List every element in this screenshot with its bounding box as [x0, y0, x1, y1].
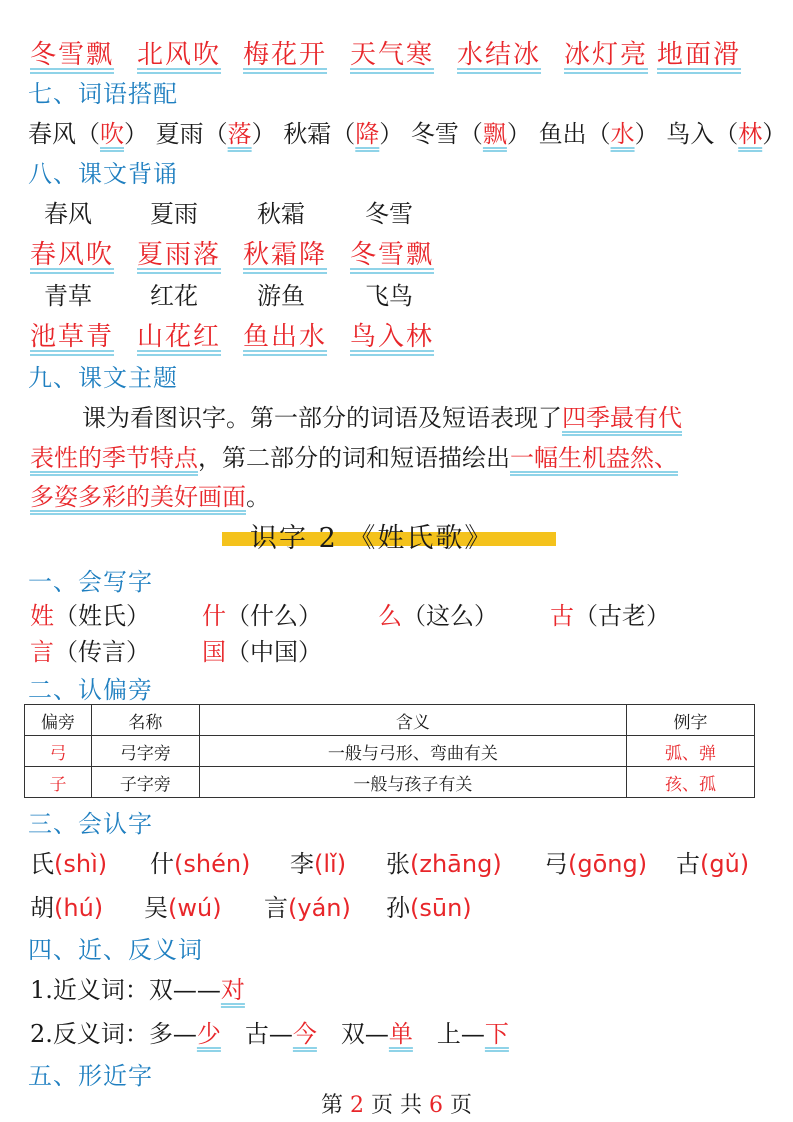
recognize-item: 弓(gōng) — [544, 850, 648, 878]
recite-phrase: 夏雨落 — [137, 240, 222, 270]
recite-phrase: 鸟入林 — [350, 322, 435, 352]
recognize-item: 什(shén) — [150, 850, 251, 878]
write-item: 国（中国） — [202, 638, 322, 666]
recite-word: 青草 — [44, 282, 92, 310]
recognize-item: 吴(wú) — [144, 894, 222, 922]
meaning-cell: 一般与孩子有关 — [199, 767, 626, 798]
recite-phrase: 鱼出水 — [243, 322, 328, 352]
recognize-item: 张(zhāng) — [386, 850, 502, 878]
recognize-item: 古(gǔ) — [676, 850, 750, 878]
recite-phrase: 秋霜降 — [243, 240, 328, 270]
section-heading: 一、会写字 — [28, 568, 153, 596]
recite-word: 红花 — [150, 282, 198, 310]
section-heading: 三、会认字 — [28, 810, 153, 838]
col-header: 例字 — [627, 705, 755, 736]
recognize-item: 胡(hú) — [30, 894, 104, 922]
recite-word: 春风 — [44, 200, 92, 228]
antonym-line: 2.反义词：多—少 古—今 双—单 上—下 — [30, 1020, 509, 1048]
recognize-item: 氏(shì) — [30, 850, 108, 878]
example-cell: 孩、孤 — [627, 767, 755, 798]
name-cell: 子字旁 — [91, 767, 199, 798]
radical-table — [24, 704, 755, 798]
recognize-item: 李(lǐ) — [290, 850, 347, 878]
col-header: 名称 — [91, 705, 199, 736]
recite-phrase: 池草青 — [30, 322, 115, 352]
synonym-line: 1.近义词：双——对 — [30, 976, 245, 1004]
write-item: 么（这么） — [378, 602, 498, 630]
section-heading: 七、词语搭配 — [28, 80, 178, 108]
section-heading: 八、课文背诵 — [28, 160, 178, 188]
col-header: 含义 — [199, 705, 626, 736]
page-footer: 第 2 页 共 6 页 — [320, 1093, 473, 1118]
phrase: 北风吹 — [137, 40, 222, 70]
recite-phrase: 春风吹 — [30, 240, 115, 270]
theme-line-1: 课为看图识字。第一部分的词语及短语表现了四季最有代 — [82, 404, 682, 432]
recognize-item: 孙(sūn) — [386, 894, 472, 922]
example-cell: 弧、弹 — [627, 736, 755, 767]
collocation-item: 鸟入（林） — [666, 120, 787, 148]
recognize-item: 言(yán) — [264, 894, 351, 922]
recite-phrase: 山花红 — [137, 322, 222, 352]
table-row — [25, 736, 755, 767]
collocation-item: 秋霜（降） — [283, 120, 404, 148]
recite-word: 游鱼 — [257, 282, 305, 310]
phrase: 天气寒 — [350, 40, 435, 70]
theme-line-3: 多姿多彩的美好画面。 — [30, 483, 270, 511]
theme-line-2: 表性的季节特点，第二部分的词和短语描绘出一幅生机盎然、 — [30, 444, 678, 472]
write-item: 什（什么） — [202, 602, 322, 630]
collocation-item: 冬雪（飘） — [410, 120, 531, 148]
collocation-row — [28, 114, 786, 149]
meaning-cell: 一般与弓形、弯曲有关 — [199, 736, 626, 767]
section-heading: 四、近、反义词 — [28, 936, 203, 964]
collocation-item: 鱼出（水） — [538, 120, 659, 148]
phrase: 梅花开 — [243, 40, 328, 70]
recite-word: 夏雨 — [150, 200, 198, 228]
table-row — [25, 767, 755, 798]
phrase: 水结冰 — [457, 40, 542, 70]
phrase: 冰灯亮 — [564, 40, 649, 70]
write-item: 姓（姓氏） — [30, 602, 150, 630]
collocation-item: 春风（吹） — [28, 120, 148, 148]
recite-word: 冬雪 — [365, 200, 413, 228]
radical-cell: 弓 — [25, 736, 92, 767]
recite-word: 飞鸟 — [365, 282, 413, 310]
section-heading: 九、课文主题 — [28, 364, 178, 392]
write-item: 古（古老） — [550, 602, 670, 630]
write-item: 言（传言） — [30, 638, 150, 666]
table-header-row — [25, 705, 755, 736]
lesson-title: 识字 2 《姓氏歌》 — [250, 523, 494, 554]
col-header: 偏旁 — [25, 705, 92, 736]
recite-phrase: 冬雪飘 — [350, 240, 435, 270]
phrase: 地面滑 — [657, 40, 742, 70]
collocation-item: 夏雨（落） — [155, 120, 276, 148]
radical-cell: 子 — [25, 767, 92, 798]
name-cell: 弓字旁 — [91, 736, 199, 767]
section-heading: 二、认偏旁 — [28, 676, 153, 704]
recite-word: 秋霜 — [257, 200, 305, 228]
section-heading: 五、形近字 — [28, 1062, 153, 1090]
phrase: 冬雪飘 — [30, 40, 115, 70]
